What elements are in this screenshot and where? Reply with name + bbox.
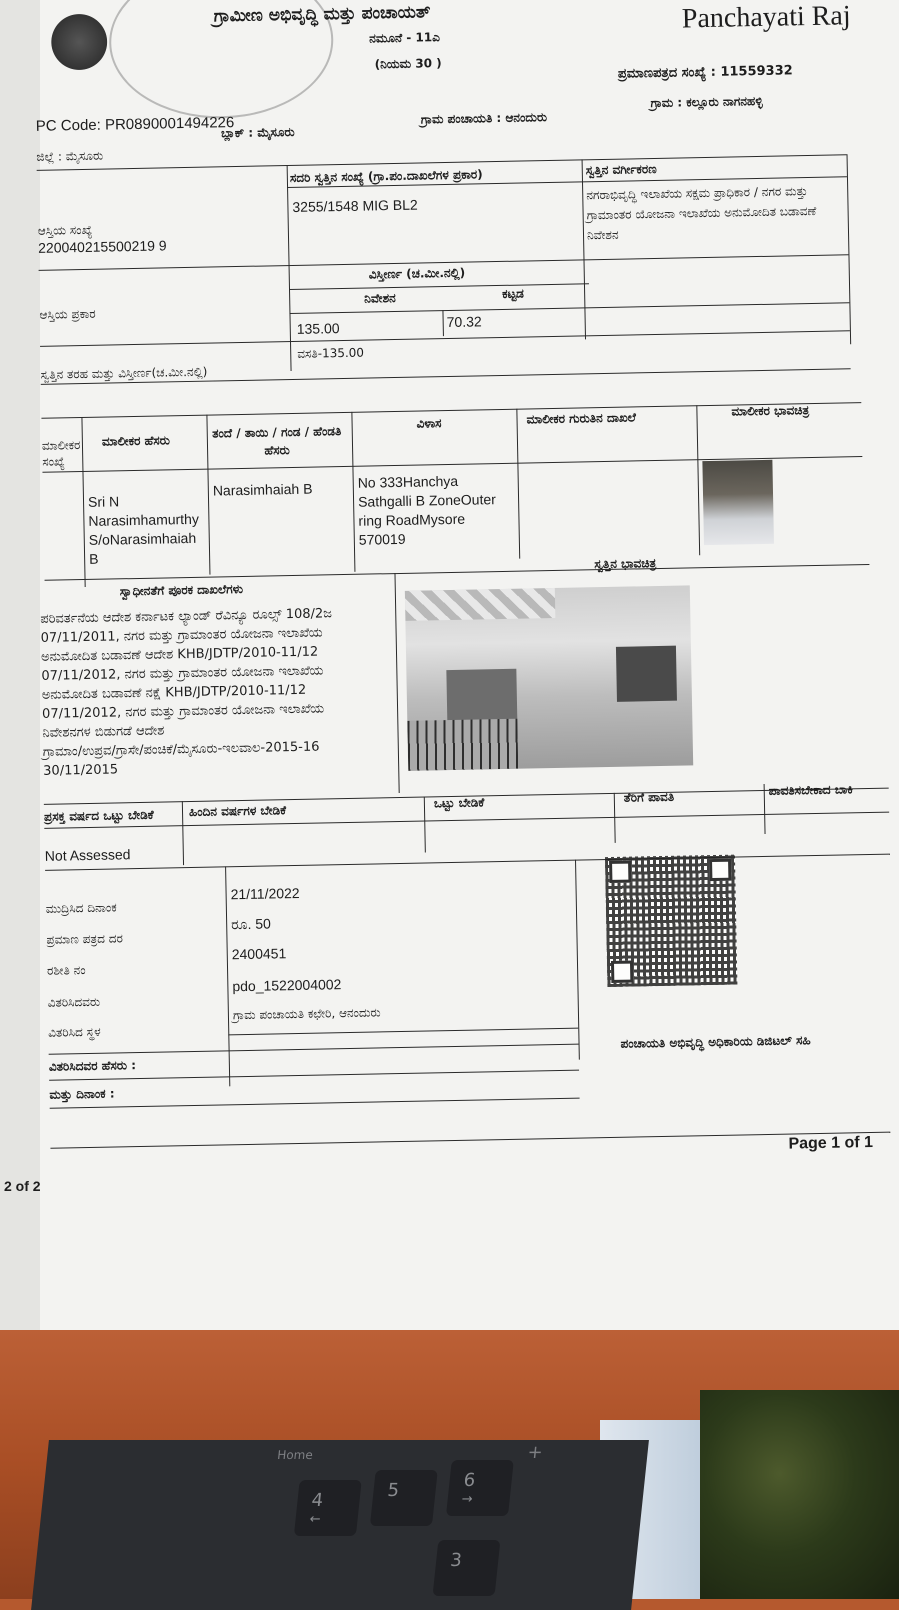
brand-title: Panchayati Raj — [681, 0, 851, 35]
survey-header: ಸದರಿ ಸ್ವತ್ತಿನ ಸಂಖ್ಯೆ (ಗ್ರಾ.ಪಂ.ದಾಖಲೆಗಳ ಪ್ರಕಾರ) — [289, 167, 483, 185]
page-number: Page 1 of 1 — [788, 1133, 874, 1153]
property-photo — [405, 585, 693, 770]
issue-place-label: ವಿತರಿಸಿದ ಸ್ಥಳ — [48, 1024, 101, 1040]
print-date-label: ಮುದ್ರಿಸಿದ ದಿನಾಂಕ — [45, 900, 117, 916]
table-border — [764, 784, 766, 834]
father-name-value: Narasimhaiah B — [212, 480, 313, 499]
owner-number-header: ಮಾಲೀಕರ ಸಂಖ್ಯೆ — [41, 438, 81, 469]
receipt-value: 2400451 — [231, 945, 287, 963]
area-header: ವಿಸ್ತೀರ್ಣ (ಚ.ಮೀ.ನಲ್ಲಿ) — [368, 265, 466, 282]
table-border — [45, 854, 890, 871]
key-4[interactable]: 4 ← — [294, 1480, 362, 1536]
property-id-value: 220040215500219 9 — [38, 237, 167, 256]
documents-header: ಸ್ವಾಧೀನತೆಗೆ ಪೂರಕ ದಾಖಲೆಗಳು — [119, 581, 244, 599]
documents-list: ಪರಿವರ್ತನೆಯ ಆದೇಶ ಕರ್ನಾಟಕ ಲ್ಯಾಂಡ್ ರೆವಿನ್ಯೂ ರೂಲ್ಸ್ 108/2ಜ 07/11/2011, ನಗರ ಮತ್ತು ಗ್ರಾಮಾಂತರ ಯೋಜನಾ ಇಲಾಖೆಯ ಅನುಮೋದಿತ ಬಡಾವಣೆ ಆದೇಶ KHB/JDTP/2010-11/12 07/11/2012, ನಗರ ಮತ್ತು ಗ್ರಾಮಾಂತರ ಯೋಜನಾ ಇಲಾಖೆಯ ಅನುಮೋದಿತ ಬಡಾವಣೆ ನಕ್ಷೆ KHB/JDTP/2010-11/12 07/11/2012, ನಗರ ಮತ್ತು ಗ್ರಾಮಾಂತರ ಯೋಜನಾ ಇಲಾಖೆಯ ನಿವೇಶನಗಳ ಬಿಡುಗಡೆ ಆದೇಶ ಗ್ರಾಮಾಂ/ಉಪ್ರವ/ಗ್ರಾಸೇ/ಪಂಚಿಕೆ/ಮೈಸೂರು-ಇಲವಾಲ-2015-16 30/11/2015 — [40, 606, 333, 779]
rule-number: (ನಿಯಮ 30 ) — [374, 56, 442, 72]
site-header: ನಿವೇಶನ — [364, 290, 396, 306]
building-area-value: 70.32 — [446, 313, 482, 331]
table-border — [394, 573, 399, 793]
survey-value: 3255/1548 MIG BL2 — [292, 196, 418, 215]
certificate-qr-code — [605, 855, 737, 987]
id-proof-header: ಮಾಲೀಕರ ಗುರುತಿನ ದಾಖಲೆ — [526, 410, 637, 427]
sign-date-label: ಮತ್ತು ದಿನಾಂಕ : — [49, 1086, 115, 1102]
issuer-name-label: ವಿತರಿಸಿದವರ ಹೆಸರು : — [48, 1058, 137, 1074]
table-border — [206, 415, 210, 575]
issue-place-value: ಗ್ರಾಮ ಪಂಚಾಯತಿ ಕಛೇರಿ, ಆನಂದುರು — [232, 1005, 381, 1023]
address-header: ವಿಳಾಸ — [416, 416, 442, 431]
table-border — [44, 812, 889, 829]
classification-value: ನಗರಾಭಿವೃದ್ಧಿ ಇಲಾಖೆಯ ಸಕ್ಷಮ ಪ್ರಾಧಿಕಾರ / ನಗರ ಮತ್ತು ಗ್ರಾಮಾಂತರ ಯೋಜನಾ ಇಲಾಖೆಯ ಅನುಮೋದಿತ ಬಡಾವಣೆ ನಿವೇಶನ — [586, 184, 817, 243]
table-border — [575, 860, 580, 1060]
total-demand-header: ಒಟ್ಟು ಬೇಡಿಕೆ — [433, 795, 485, 811]
table-border — [40, 330, 850, 347]
father-name-header: ತಂದೆ / ತಾಯಿ / ಗಂಡ / ಹೆಂಡತಿ ಹೆಸರು — [212, 424, 342, 458]
key-5[interactable]: 5 — [370, 1470, 438, 1526]
table-border — [49, 1044, 579, 1055]
table-border — [847, 154, 852, 344]
certificate-number: ಪ್ರಮಾಣಪತ್ರದ ಸಂಖ್ಯೆ : 11559332 — [617, 63, 793, 82]
fee-value: ರೂ. 50 — [231, 915, 272, 933]
table-border — [225, 866, 230, 1086]
table-border — [442, 310, 443, 336]
side-page-number: 2 of 2 — [4, 1178, 41, 1194]
property-id-label: ಆಸ್ತಿಯ ಸಂಖ್ಯೆ — [37, 222, 93, 238]
previous-demand-header: ಹಿಂದಿನ ವರ್ಷಗಳ ಬೇಡಿಕೆ — [188, 803, 287, 820]
issuer-value: pdo_1522004002 — [232, 976, 342, 995]
kind-area-value: ವಸತಿ-135.00 — [297, 345, 365, 361]
print-date-value: 21/11/2022 — [230, 884, 300, 903]
emblem-icon — [49, 6, 110, 77]
receipt-label: ರಶೀತಿ ನಂ — [46, 963, 86, 978]
table-border — [289, 283, 589, 290]
department-title: ಗ್ರಾಮೀಣ ಅಭಿವೃದ್ಧಿ ಮತ್ತು ಪಂಚಾಯತ್ — [213, 2, 431, 27]
property-type-label: ಆಸ್ತಿಯ ಪ್ರಕಾರ — [39, 306, 96, 322]
issuer-label: ವಿತರಿಸಿದವರು — [47, 994, 101, 1010]
table-border — [228, 1028, 578, 1036]
key-3[interactable]: 3 — [433, 1540, 501, 1596]
key-home-label: Home — [276, 1448, 314, 1462]
keyboard — [31, 1440, 649, 1610]
building-header: ಕಟ್ಟಡ — [501, 286, 525, 301]
table-border — [516, 409, 520, 559]
form-number: ನಮೂನೆ - 11ಎ — [369, 30, 440, 46]
table-border — [351, 412, 355, 572]
tax-paid-header: ತೆರಿಗೆ ಪಾವತಿ — [623, 789, 675, 805]
plant — [700, 1390, 899, 1599]
kind-area-label: ಸ್ವತ್ತಿನ ತರಹ ಮತ್ತು ವಿಸ್ತೀರ್ಣ(ಚ.ಮೀ.ನಲ್ಲಿ) — [40, 364, 208, 382]
owner-photo-header: ಮಾಲೀಕರ ಭಾವಚಿತ್ರ — [731, 403, 810, 419]
classification-header: ಸ್ವತ್ತಿನ ವರ್ಗೀಕರಣ — [585, 161, 657, 178]
key-plus-label: + — [526, 1442, 544, 1463]
village-name: ಗ್ರಾಮ : ಕಲ್ಲೂರು ನಾಗನಹಳ್ಳಿ — [650, 93, 763, 111]
block-name: ಬ್ಲಾಕ್ : ಮೈಸೂರು — [220, 124, 295, 141]
pc-code: PC Code: PR0890001494226 — [35, 114, 235, 135]
footer-rule — [50, 1132, 890, 1149]
property-photo-header: ಸ್ವತ್ತಿನ ಭಾವಚಿತ್ರ — [594, 556, 657, 572]
owner-address-value: No 333Hanchya Sathgalli B ZoneOuter ring RoadMysore 570019 — [357, 472, 496, 548]
fee-label: ಪ್ರಮಾಣ ಪತ್ರದ ದರ — [46, 931, 123, 947]
owner-name-header: ಮಾಲೀಕರ ಹೆಸರು — [101, 433, 171, 449]
owner-photo — [702, 460, 774, 545]
digital-signature-label: ಪಂಚಾಯತಿ ಅಭಿವೃದ್ಧಿ ಅಧಿಕಾರಿಯ ಡಿಜಿಟಲ್ ಸಹಿ — [620, 1033, 811, 1051]
table-border — [182, 801, 184, 865]
owner-name-value: Sri N Narasimhamurthy S/oNarasimhaiah B — [87, 493, 200, 567]
table-border — [50, 1098, 580, 1109]
balance-header: ಪಾವತಿಸಬೇಕಾದ ಬಾಕಿ — [768, 782, 853, 798]
site-area-value: 135.00 — [296, 320, 340, 337]
key-6[interactable]: 6 → — [446, 1460, 514, 1516]
table-border — [696, 405, 700, 555]
current-demand-header: ಪ್ರಸಕ್ತ ವರ್ಷದ ಒಟ್ಟು ಬೇಡಿಕೆ — [43, 807, 154, 824]
current-demand-value: Not Assessed — [44, 846, 131, 864]
table-border — [424, 797, 426, 853]
gram-panchayat: ಗ್ರಾಮ ಪಂಚಾಯತಿ : ಆನಂದುರು — [420, 110, 548, 127]
district-name: ಜಿಲ್ಲೆ : ಮೈಸೂರು — [36, 148, 104, 164]
